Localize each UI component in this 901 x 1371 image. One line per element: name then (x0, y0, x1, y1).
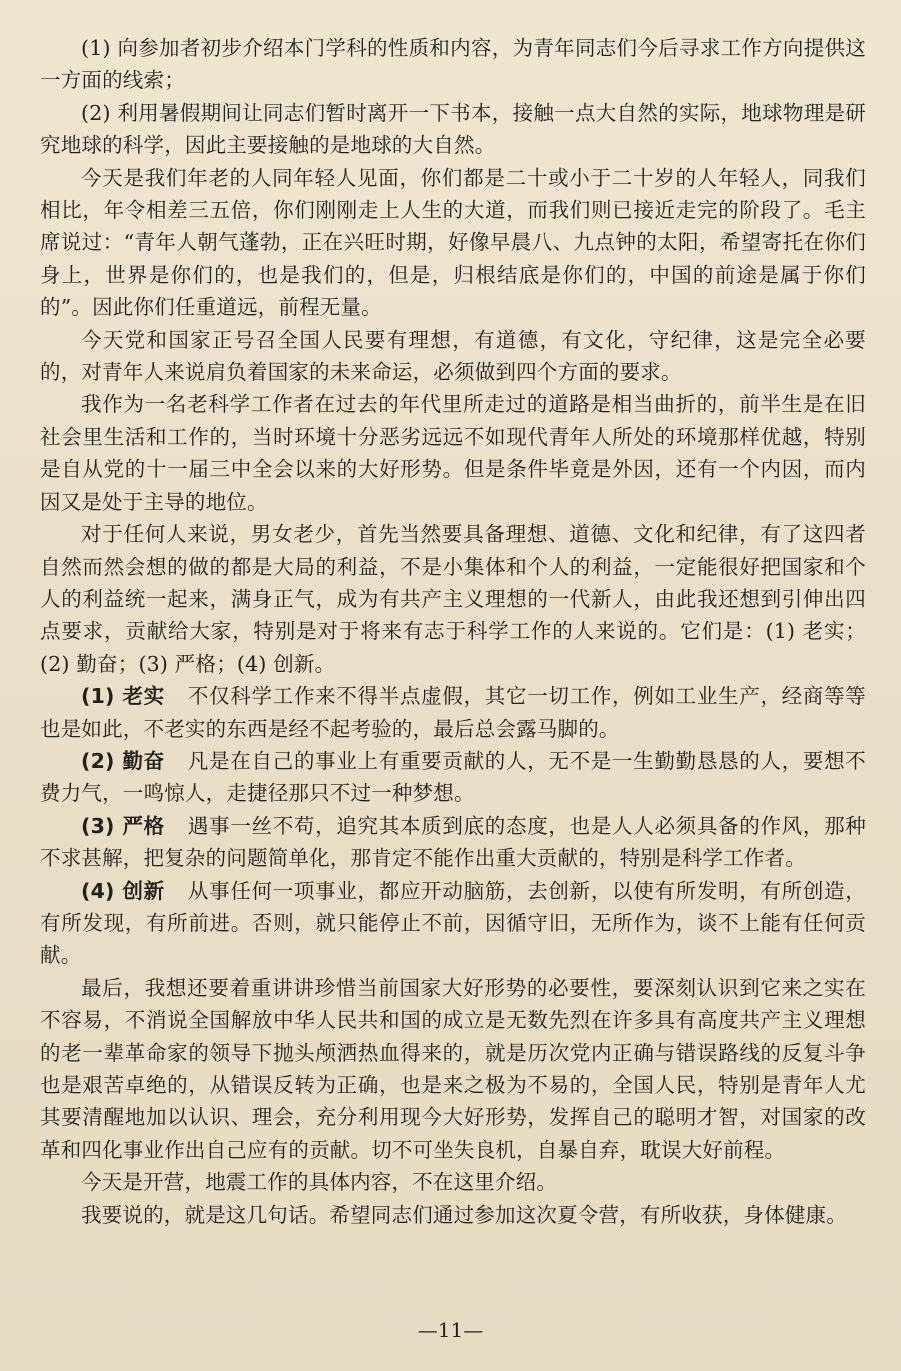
point-diligence (40, 745, 866, 810)
paragraph-opening-note: 今天是开营，地震工作的具体内容，不在这里介绍。 (81, 1170, 558, 1195)
point-text: 凡是在自己的事业上有重要贡献的人，无不是一生勤勤恳恳的人，要想不费力气，一鸣惊人，走捷径那只不过一种梦想。 (40, 748, 866, 806)
paragraph-intro-1: (1) 向参加者初步介绍本门学科的性质和内容，为青年同志们今后寻求工作方向提供这一方面的线索； (40, 36, 866, 93)
paragraph-requirements: 对于任何人来说，男女老少，首先当然要具备理想、道德、文化和纪律，有了这四者自然而然会想的做的都是大局的利益，不是小集体和个人的利益，一定能很好把国家和个人的利益统一起来，满身正气，成为有共产主义理想的一代新人，由此我还想到引伸出四点要求，贡献给大家，特别是对于将来有志于科学工作的人来说的。它们是：(1) 老实；(2) 勤奋；(3) 严格；(4) 创新。 (40, 522, 866, 676)
paragraph-closing: 最后，我想还要着重讲讲珍惜当前国家大好形势的必要性，要深刻认识到它来之实在不容易，不消说全国解放中华人民共和国的成立是无数先烈在许多具有高度共产主义理想的老一辈革命家的领导下抛头颅洒热血得来的，就是历次党内正确与错误路线的反复斗争也是艰苦卓绝的，从错误反转为正确，也是来之极为不易的，全国人民，特别是青年人尤其要清醒地加以认识、理会，充分利用现今大好形势，发挥自己的聪明才智，对国家的改革和四化事业作出自己应有的贡献。切不可坐失良机，自暴自弃，耽误大好前程。 (40, 975, 866, 1162)
point-label: (3) 严格 (81, 813, 165, 838)
point-rigor (40, 810, 866, 875)
point-label: (2) 勤奋 (81, 748, 165, 773)
point-label: (1) 老实 (81, 684, 165, 709)
paragraph-farewell: 我要说的，就是这几句话。希望同志们通过参加这次夏令营，有所收获，身体健康。 (81, 1202, 847, 1227)
paragraph-experience: 我作为一名老科学工作者在过去的年代里所走过的道路是相当曲折的，前半生是在旧社会里生活和工作的，当时环境十分恶劣远远不如现代青年人所处的环境那样优越，特别是自从党的十一届三中全会以来的大好形势。但是条件毕竟是外因，还有一个内因，而内因又是处于主导的地位。 (40, 392, 866, 514)
point-text: 从事任何一项事业，都应开动脑筋，去创新，以使有所发明，有所创造，有所发现，有所前进。否则，就只能停止不前，因循守旧，无所作为，谈不上能有任何贡献。 (40, 878, 866, 968)
point-text: 不仅科学工作来不得半点虚假，其它一切工作，例如工业生产，经商等等也是如此，不老实的东西是经不起考验的，最后总会露马脚的。 (40, 684, 866, 741)
point-honesty (40, 680, 866, 745)
point-innovation (40, 875, 866, 972)
body-text (40, 32, 866, 1231)
paragraph-call: 今天党和国家正号召全国人民要有理想，有道德，有文化，守纪律，这是完全必要的，对青年人来说肩负着国家的未来命运，必须做到四个方面的要求。 (40, 327, 866, 385)
paragraph-youth: 今天是我们年老的人同年轻人见面，你们都是二十或小于二十岁的人年轻人，同我们相比，年令相差三五倍，你们刚刚走上人生的大道，而我们则已接近走完的阶段了。毛主席说过：“青年人朝气蓬勃，正在兴旺时期，好像早晨八、九点钟的太阳，希望寄托在你们身上，世界是你们的，也是我们的，但是，归根结底是你们的，中国的前途是属于你们的”。因此你们任重道远，前程无量。 (40, 165, 866, 320)
paragraph-intro-2: (2) 利用暑假期间让同志们暂时离开一下书本，接触一点大自然的实际，地球物理是研究地球的科学，因此主要接触的是地球的大自然。 (40, 100, 866, 158)
page-number: —11— (417, 1318, 484, 1342)
point-label: (4) 创新 (81, 878, 165, 903)
point-text: 遇事一丝不苟，追究其本质到底的态度，也是人人必须具备的作风，那种不求甚解，把复杂的问题简单化，那肯定不能作出重大贡献的，特别是科学工作者。 (40, 813, 866, 871)
